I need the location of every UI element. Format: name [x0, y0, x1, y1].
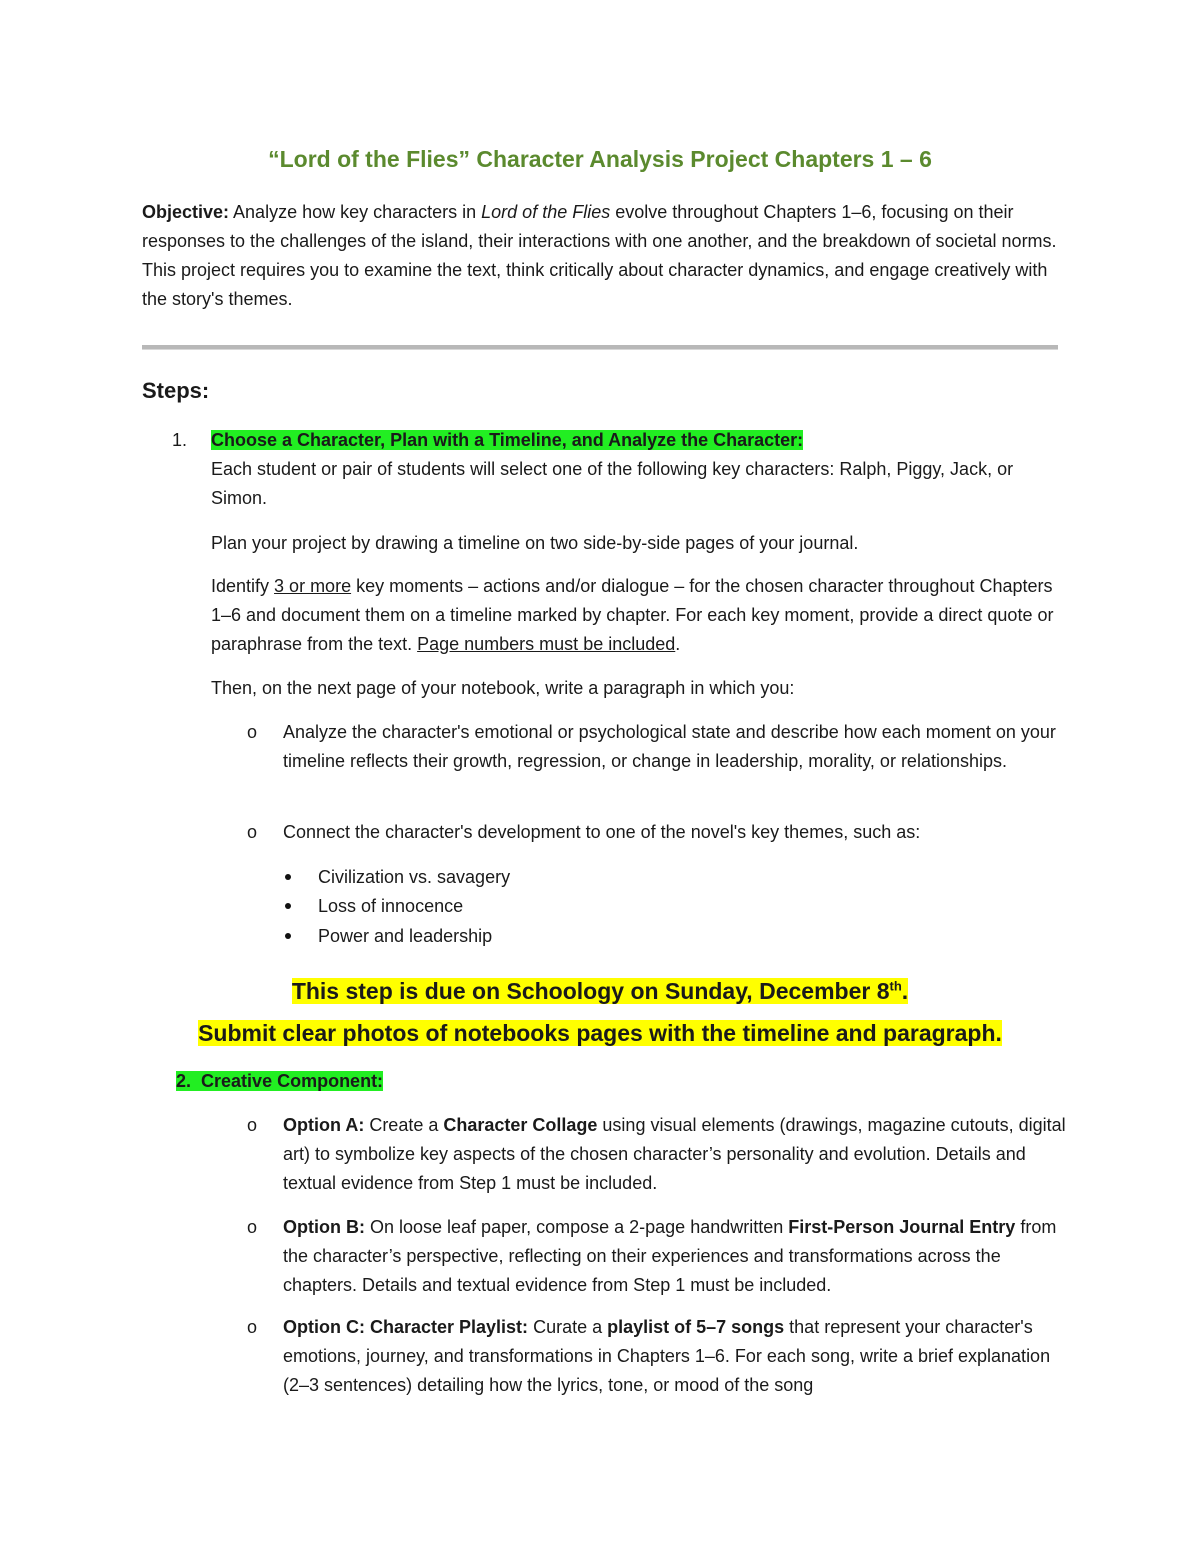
step-2-heading: Creative Component: — [201, 1071, 384, 1091]
objective-text-2: evolve throughout Chapters 1–6, focusing on their responses to the challenges of the island, their interactions with one another, and the breakdown of societal norms. This project requires you to examine the text, think critically about character dynamics, and engage creatively with the story's themes. — [142, 202, 1057, 309]
due-date-text — [292, 978, 908, 1004]
option-a-text-1: Create a — [364, 1115, 444, 1135]
bullet-icon — [285, 874, 291, 880]
option-b-text-2: from the character’s perspective, reflecting on their experiences and transformations across the chapters. Details and textual evidence from Step 1 must be included. — [283, 1217, 1057, 1295]
option-b-bold: First-Person Journal Entry — [788, 1217, 1016, 1237]
option-b-label: Option B: — [283, 1217, 365, 1237]
option-c — [283, 1313, 1073, 1400]
option-c-text-1: Curate a — [528, 1317, 608, 1337]
option-b — [283, 1213, 1073, 1300]
step-2-header — [176, 1067, 776, 1096]
option-a — [283, 1111, 1073, 1198]
objective-text-1: Analyze how key characters in — [229, 202, 482, 222]
submit-text: Submit clear photos of notebooks pages with the timeline and paragraph. — [198, 1020, 1002, 1046]
sub-item-marker: o — [247, 722, 258, 742]
option-marker: o — [247, 1317, 258, 1337]
theme-item: Loss of innocence — [318, 896, 464, 916]
step-1-then-text: Then, on the next page of your notebook, write a paragraph in which you: — [211, 678, 795, 698]
sub-item-analyze: Analyze the character's emotional or psychological state and describe how each moment on your timeline reflects their growth, regression, or change in leadership, morality, or relationships. — [283, 722, 1056, 771]
option-marker: o — [247, 1115, 258, 1135]
step-1-block — [211, 426, 1071, 513]
option-b-text-1: On loose leaf paper, compose a 2-page handwritten — [364, 1217, 789, 1237]
horizontal-divider — [142, 345, 1058, 350]
due-date-main: This step is due on Schoology on Sunday, December 8 — [291, 977, 890, 1004]
option-c-bold: playlist of 5–7 songs — [607, 1317, 785, 1337]
bullet-icon — [285, 933, 291, 939]
due-date-suffix: th — [889, 978, 902, 993]
option-a-text-2: using visual elements (drawings, magazine cutouts, digital art) to symbolize key aspects of the chosen character’s personality and evolution. Details and textual evidence from Step 1 must be included. — [283, 1115, 1066, 1193]
theme-item: Civilization vs. savagery — [318, 867, 511, 887]
objective-paragraph — [142, 198, 1062, 314]
option-marker: o — [247, 1217, 258, 1237]
option-c-text-2: that represent your character's emotions, journey, and transformations in Chapters 1–6. For each song, write a brief explanation (2–3 sentences) detailing how the lyrics, tone, or mood of the song — [283, 1317, 1051, 1395]
step-1-identify-paragraph — [211, 572, 1071, 659]
bullet-icon — [285, 903, 291, 909]
steps-heading: Steps: — [142, 378, 210, 403]
option-a-label: Option A: — [283, 1115, 365, 1135]
identify-pre: Identify — [211, 576, 275, 596]
step-1-number: 1. — [172, 430, 188, 450]
theme-item: Power and leadership — [318, 926, 493, 946]
option-c-label: Option C: Character Playlist: — [283, 1317, 529, 1337]
objective-book-title: Lord of the Flies — [481, 202, 611, 222]
due-date-period: . — [901, 977, 909, 1004]
step-1-heading: Choose a Character, Plan with a Timeline, and Analyze the Character: — [211, 430, 804, 450]
sub-item-connect: Connect the character's development to one of the novel's key themes, such as: — [283, 822, 921, 842]
step-1-select-text: Each student or pair of students will select one of the following key characters: Ralph, Piggy, Jack, or Simon. — [211, 459, 1014, 508]
identify-period: . — [675, 634, 681, 654]
objective-label: Objective: — [142, 202, 230, 222]
option-a-bold: Character Collage — [443, 1115, 598, 1135]
page-title: “Lord of the Flies” Character Analysis Project Chapters 1 – 6 — [268, 146, 932, 172]
page-numbers-required: Page numbers must be included — [417, 634, 676, 654]
submit-notice — [0, 1019, 1200, 1048]
identify-underline: 3 or more — [274, 576, 352, 596]
due-date-notice — [0, 971, 1200, 1006]
step-2-number: 2. — [176, 1071, 192, 1091]
step-1-plan-text: Plan your project by drawing a timeline on two side-by-side pages of your journal. — [211, 533, 859, 553]
identify-post: key moments – actions and/or dialogue – for the chosen character throughout Chapters 1–6 and document them on a timeline marked by chapter. For each key moment, provide a direct quote or paraphrase from the text. — [211, 576, 1054, 654]
step-2-heading-highlight — [176, 1071, 383, 1091]
sub-item-marker: o — [247, 822, 258, 842]
